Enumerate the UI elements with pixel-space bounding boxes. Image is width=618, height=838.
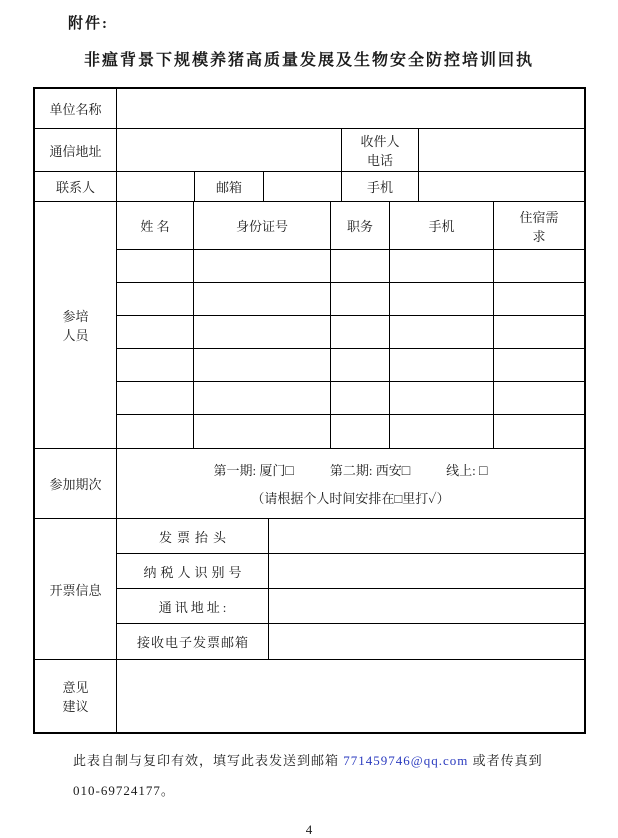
- row-address: [35, 129, 584, 172]
- session-option-xiamen-text: 第一期: 厦门: [213, 463, 286, 478]
- row-contact: [35, 172, 584, 202]
- participants-subtable: [117, 202, 584, 448]
- recipient-phone-label: 收件人 电话: [342, 129, 419, 171]
- session-value-cell: [117, 449, 584, 518]
- participant-row: [117, 349, 584, 382]
- participant-cell-blank[interactable]: [494, 250, 584, 282]
- session-option-online: [446, 460, 487, 480]
- row-unit-name: [35, 89, 584, 129]
- footer-email-link[interactable]: 771459746@qq.com: [343, 753, 469, 768]
- comments-input-cell[interactable]: [117, 660, 584, 732]
- participant-cell-blank[interactable]: [194, 316, 331, 348]
- invoice-taxid-input-cell[interactable]: [269, 554, 584, 588]
- participant-cell-blank[interactable]: [331, 349, 390, 381]
- participant-cell-blank[interactable]: [390, 283, 494, 315]
- footer-note-line1: [73, 746, 578, 776]
- participant-row: [117, 316, 584, 349]
- participant-row: [117, 250, 584, 283]
- footer-note-line2: 010-69724177。: [73, 783, 175, 798]
- session-option-xiamen: [213, 460, 293, 480]
- participants-label: 参培 人员: [35, 202, 117, 448]
- online-checkbox[interactable]: □: [479, 464, 488, 479]
- participant-cell-blank[interactable]: [194, 250, 331, 282]
- participant-cell-blank[interactable]: [194, 415, 331, 448]
- session-option-xian-text: 第二期: 西安: [329, 463, 402, 478]
- participant-cell-blank[interactable]: [331, 382, 390, 414]
- participant-cell-blank[interactable]: [494, 415, 584, 448]
- contact-label: 联系人: [35, 172, 117, 201]
- invoice-row-address: [117, 589, 584, 624]
- participants-header-name: 姓 名: [117, 202, 194, 249]
- participants-header-id: 身份证号: [194, 202, 331, 249]
- participant-cell-blank[interactable]: [117, 316, 194, 348]
- address-input-cell[interactable]: [117, 129, 342, 171]
- participant-cell-blank[interactable]: [194, 349, 331, 381]
- participant-cell-blank[interactable]: [117, 250, 194, 282]
- participant-cell-blank[interactable]: [331, 415, 390, 448]
- footer-text-suffix: 或者传真到: [468, 753, 543, 768]
- participants-header-phone: 手机: [390, 202, 494, 249]
- participants-header-duty: 职务: [331, 202, 390, 249]
- session-option-xian: [330, 460, 410, 480]
- participant-cell-blank[interactable]: [331, 250, 390, 282]
- session-label: 参加期次: [35, 449, 117, 518]
- mobile-label: 手机: [342, 172, 419, 201]
- address-label: 通信地址: [35, 129, 117, 171]
- invoice-email-input-cell[interactable]: [269, 624, 584, 659]
- participant-cell-blank[interactable]: [494, 316, 584, 348]
- invoice-subtable: [117, 519, 584, 659]
- participant-cell-blank[interactable]: [117, 283, 194, 315]
- xiamen-checkbox[interactable]: □: [285, 464, 294, 479]
- invoice-address-input-cell[interactable]: [269, 589, 584, 623]
- invoice-row-email: [117, 624, 584, 659]
- invoice-label: 开票信息: [35, 519, 117, 659]
- xian-checkbox[interactable]: □: [401, 464, 411, 479]
- invoice-section: [35, 519, 584, 660]
- unit-name-label: 单位名称: [35, 89, 117, 128]
- participants-section: [35, 202, 584, 449]
- invoice-row-title: [117, 519, 584, 554]
- comments-label: 意见 建议: [35, 660, 117, 732]
- contact-input-cell[interactable]: [117, 172, 195, 201]
- participant-cell-blank[interactable]: [494, 283, 584, 315]
- invoice-taxid-label: 纳税人识别号: [117, 554, 269, 588]
- participants-header-row: [117, 202, 584, 250]
- email-label: 邮箱: [195, 172, 264, 201]
- participant-cell-blank[interactable]: [390, 415, 494, 448]
- participant-cell-blank[interactable]: [117, 382, 194, 414]
- participant-cell-blank[interactable]: [390, 382, 494, 414]
- participant-row: [117, 415, 584, 448]
- session-note: （请根据个人时间安排在□里打✓）: [251, 491, 450, 506]
- session-options-line: [213, 460, 487, 480]
- footer-note: [73, 746, 578, 806]
- participant-cell-blank[interactable]: [390, 349, 494, 381]
- participant-cell-blank[interactable]: [194, 283, 331, 315]
- form-title: 非瘟背景下规模养猪高质量发展及生物安全防控培训回执: [83, 52, 534, 69]
- invoice-title-input-cell[interactable]: [269, 519, 584, 553]
- unit-name-input-cell[interactable]: [117, 89, 584, 128]
- recipient-phone-input-cell[interactable]: [419, 129, 584, 171]
- invoice-address-label: 通讯地址:: [117, 589, 269, 623]
- registration-table: [33, 87, 586, 734]
- participants-empty-rows: [117, 250, 584, 448]
- invoice-email-label: 接收电子发票邮箱: [117, 624, 269, 659]
- page-root: [0, 12, 618, 835]
- footer-text-prefix: 此表自制与复印有效，填写此表发送到邮箱: [73, 753, 344, 768]
- email-input-cell[interactable]: [264, 172, 342, 201]
- participant-cell-blank[interactable]: [494, 349, 584, 381]
- participant-cell-blank[interactable]: [117, 415, 194, 448]
- comments-row: [35, 660, 584, 732]
- participant-cell-blank[interactable]: [331, 283, 390, 315]
- participant-row: [117, 283, 584, 316]
- session-section: [35, 449, 584, 519]
- session-option-online-text: 线上:: [446, 463, 480, 478]
- participant-cell-blank[interactable]: [390, 250, 494, 282]
- participants-header-stay: 住宿需 求: [519, 209, 559, 244]
- participant-row: [117, 382, 584, 415]
- participant-cell-blank[interactable]: [494, 382, 584, 414]
- participant-cell-blank[interactable]: [117, 349, 194, 381]
- page-number: 4: [305, 822, 313, 837]
- invoice-title-label: 发票抬头: [117, 519, 269, 553]
- mobile-input-cell[interactable]: [419, 172, 584, 201]
- participant-cell-blank[interactable]: [390, 316, 494, 348]
- participant-cell-blank[interactable]: [331, 316, 390, 348]
- invoice-row-taxid: [117, 554, 584, 589]
- attachment-label: 附件:: [68, 16, 109, 32]
- participant-cell-blank[interactable]: [194, 382, 331, 414]
